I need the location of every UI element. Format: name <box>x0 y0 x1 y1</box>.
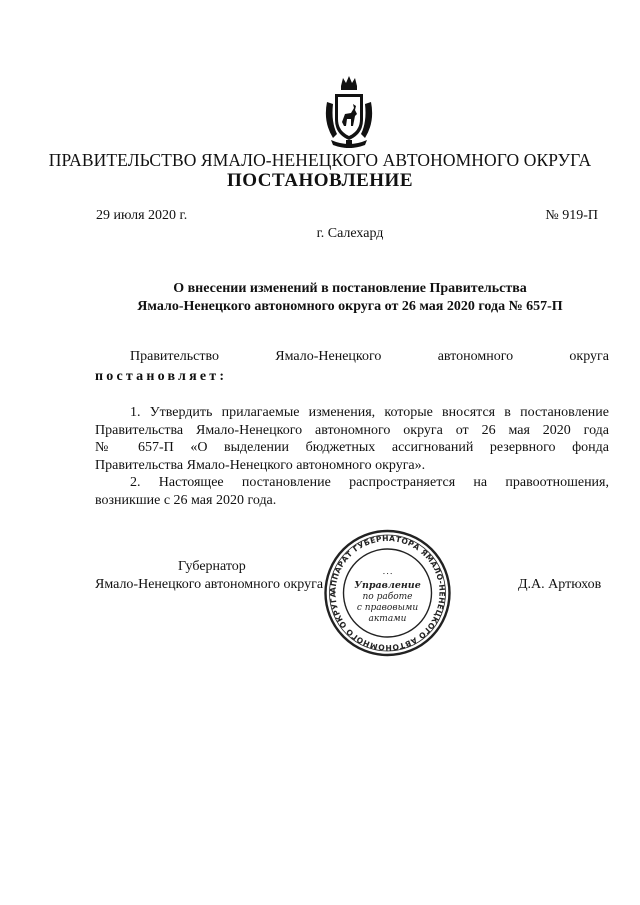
item-2-line-1: 2. Настоящее постановление распространяется на правоотношения, <box>130 475 609 490</box>
item-1-paragraph <box>95 404 609 474</box>
coat-of-arms-emblem <box>319 72 379 152</box>
document-subject <box>100 280 600 316</box>
official-stamp <box>320 528 455 658</box>
preamble-line <box>130 349 609 365</box>
signatory-position: Губернатор <box>178 559 246 574</box>
stamp-center-line-2: по работе <box>362 592 413 602</box>
preamble-word-1: Правительство <box>130 349 219 364</box>
signatory-name: Д.А. Артюхов <box>518 577 602 592</box>
decree-word: постановляет: <box>95 369 228 384</box>
stamp-ring-text: АППАРАТ ГУБЕРНАТОРА ЯМАЛО-НЕНЕЦКОГО АВТОНОМНОГО ОКРУГА <box>328 533 447 653</box>
document-city: г. Салехард <box>316 226 384 241</box>
item-1-line-3: № 657-П «О выделении бюджетных ассигнований резервного фонда <box>95 440 609 455</box>
item-2-line-2: возникшие с 26 мая 2020 года. <box>95 492 277 508</box>
document-number: № 919-П <box>545 208 598 223</box>
preamble-word-4: округа <box>569 349 609 364</box>
item-1-line-2: Правительства Ямало-Ненецкого автономного округа от 26 мая 2020 года <box>95 422 609 438</box>
signatory-region: Ямало-Ненецкого автономного округа <box>95 577 324 592</box>
svg-text:• • •: • • • <box>382 571 393 576</box>
stamp-center-line-1: Управление <box>354 580 421 591</box>
preamble-word-2: Ямало-Ненецкого <box>275 349 382 364</box>
document-type-title: ПОСТАНОВЛЕНИЕ <box>226 170 414 191</box>
item-1-line-1: 1. Утвердить прилагаемые изменения, которые вносятся в постановление <box>130 405 609 420</box>
item-1-line-4: Правительства Ямало-Ненецкого автономного округа». <box>95 457 426 473</box>
document-date: 29 июля 2020 г. <box>96 208 188 223</box>
stamp-center-line-4: актами <box>368 614 407 624</box>
subject-line-1: О внесении изменений в постановление Правительства <box>173 281 527 296</box>
item-2-paragraph <box>95 474 609 509</box>
stamp-center-line-3: с правовыми <box>356 603 419 613</box>
preamble-word-3: автономного <box>437 349 514 364</box>
organization-name: ПРАВИТЕЛЬСТВО ЯМАЛО-НЕНЕЦКОГО АВТОНОМНОГО ОКРУГА <box>48 150 592 170</box>
subject-line-2: Ямало-Ненецкого автономного округа от 26 мая 2020 года № 657-П <box>137 299 563 314</box>
